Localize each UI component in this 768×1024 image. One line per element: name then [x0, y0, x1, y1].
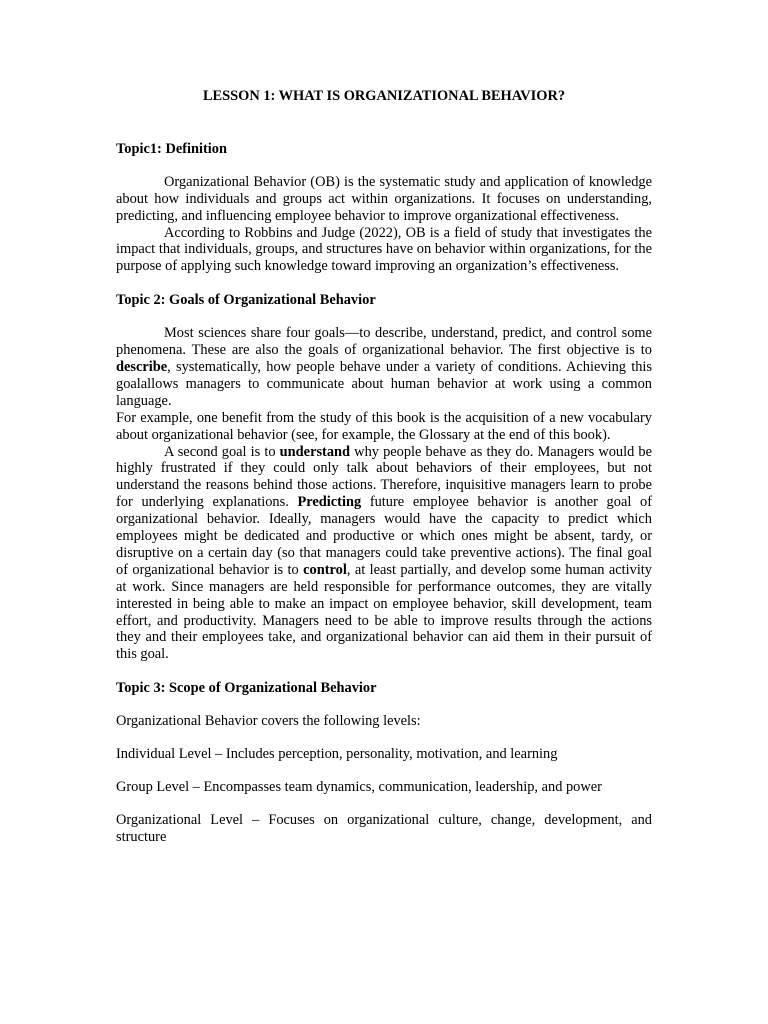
topic1-heading: Topic1: Definition — [116, 140, 228, 157]
topic3-heading: Topic 3: Scope of Organizational Behavior — [116, 680, 377, 697]
term-control: control — [303, 561, 347, 578]
topic2-heading: Topic 2: Goals of Organizational Behavior — [116, 292, 376, 309]
level-organizational: Organizational Level – Focuses on organizational culture, change, development, and structure — [116, 811, 652, 845]
topic2-paragraph-3: A second goal is to understand why people behave as they do. Managers would be highly frustrated if they could only talk about behaviors of their employees, but not understand the reasons behind those actions. Therefore, inquisitive managers learn to probe for underlying explanations. Predicting future employee behavior is another goal of organizational behavior. Ideally, managers would have the capacity to predict which employees might be dedicated and productive or which ones might be absent, tardy, or disruptive on a certain day (so that managers could take preventive actions). The final goal of organizational behavior is to control, at least partially, and develop some human activity at work. Since managers are held responsible for performance outcomes, they are vitally interested in being able to make an impact on employee behavior, skill development, team effort, and productivity. Managers need to be able to improve results through the actions they and their employees take, and organizational behavior can aid them in their pursuit of this goal. — [116, 443, 653, 663]
term-describe: describe — [116, 358, 168, 375]
topic1-paragraph-1: Organizational Behavior (OB) is the systematic study and application of knowledge about how individuals and groups act within organizations. It focuses on understanding, predicting, and influencing employee behavior to improve organizational effectiveness. — [116, 173, 652, 224]
lesson-title: LESSON 1: WHAT IS ORGANIZATIONAL BEHAVIOR? — [202, 88, 566, 104]
document-page — [116, 88, 652, 862]
topic2-paragraph-2: For example, one benefit from the study of this book is the acquisition of a new vocabulary about organizational behavior (see, for example, the Glossary at the end of this book). — [116, 409, 652, 443]
term-predicting: Predicting — [297, 494, 362, 511]
topic2-paragraph-1: Most sciences share four goals—to describe, understand, predict, and control some phenomena. These are also the goals of organizational behavior. The first objective is to describe, systematically, how people behave under a variety of conditions. Achieving this goalallows managers to communicate about human behavior at work using a common language. — [116, 325, 652, 409]
level-individual: Individual Level – Includes perception, personality, motivation, and learning — [116, 746, 558, 763]
topic1-paragraph-2: According to Robbins and Judge (2022), OB is a field of study that investigates the impact that individuals, groups, and structures have on behavior within organizations, for the purpose of applying such knowledge toward improving an organization’s effectiveness. — [116, 224, 652, 275]
topic3-intro: Organizational Behavior covers the following levels: — [116, 713, 421, 730]
term-understand: understand — [279, 443, 351, 460]
level-group: Group Level – Encompasses team dynamics, communication, leadership, and power — [116, 779, 602, 795]
